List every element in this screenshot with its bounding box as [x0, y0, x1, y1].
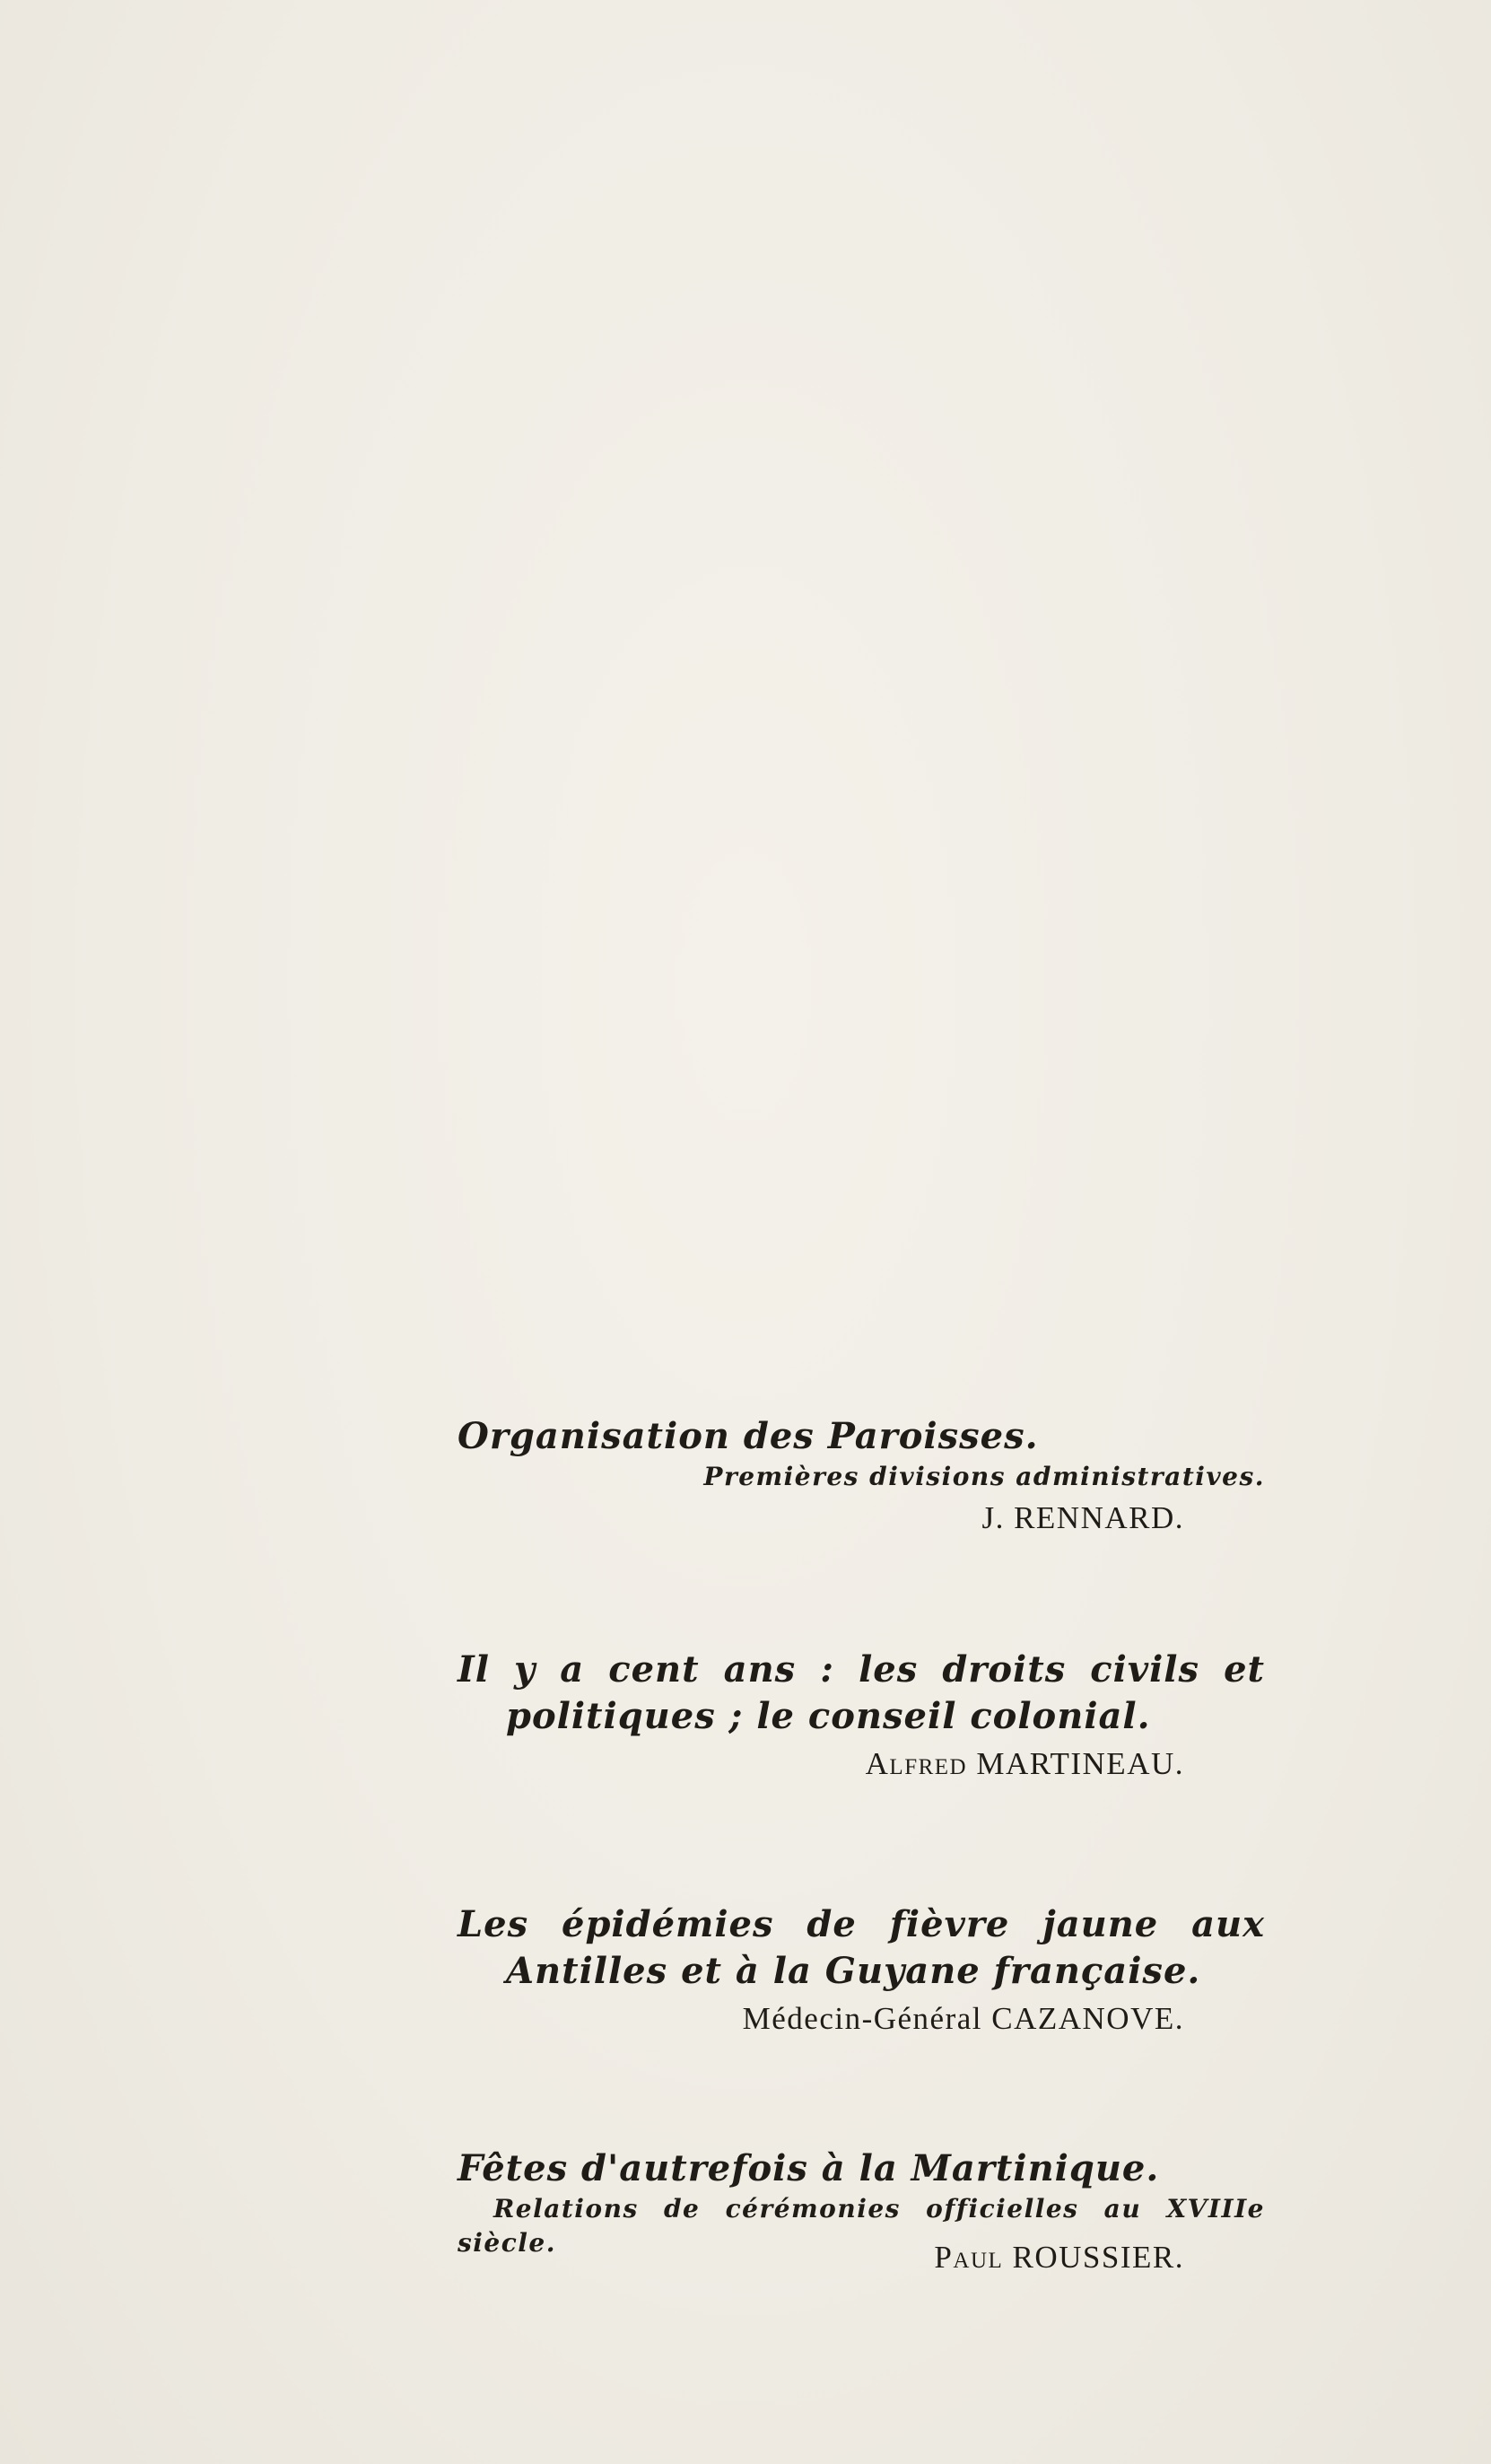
author-last-name: ROUSSIER. [1012, 2240, 1184, 2275]
entry-author [934, 2237, 1265, 2278]
author-first-name: Alfred [865, 1746, 968, 1781]
table-of-contents [458, 1413, 1265, 2275]
entry-subtitle-line-2: siècle. [458, 2228, 556, 2258]
author-last-name: MARTINEAU. [976, 1746, 1184, 1781]
toc-entry-1 [458, 1413, 1265, 1539]
entry-title-line-1: Les épidémies de fièvre jaune aux [458, 1903, 1265, 1945]
author-first-name: Paul [934, 2240, 1004, 2275]
toc-entry-2 [458, 1647, 1265, 1785]
entry-subtitle-line-1: Relations de cérémonies officielles au XVIIIe [493, 2194, 1265, 2224]
author-name: J. RENNARD. [981, 1500, 1184, 1535]
entry-author: Médecin-Général CAZANOVE. [742, 2001, 1184, 2036]
entry-title-line-2: politiques ; le conseil colonial. [506, 1695, 1151, 1737]
entry-title-line-1: Il y a cent ans : les droits civils et [458, 1648, 1265, 1691]
entry-subtitle: Premières divisions administratives. [703, 1462, 1265, 1491]
entry-author [458, 1498, 1265, 1539]
entry-title: Fêtes d'autrefois à la Martinique. [458, 2147, 1160, 2189]
entry-author [458, 1743, 1265, 1785]
toc-entry-3 [458, 1901, 1265, 2040]
entry-title: Organisation des Paroisses. [458, 1415, 1039, 1457]
toc-entry-4 [458, 2145, 1265, 2275]
entry-title-line-2: Antilles et à la Guyane française. [506, 1950, 1201, 1992]
